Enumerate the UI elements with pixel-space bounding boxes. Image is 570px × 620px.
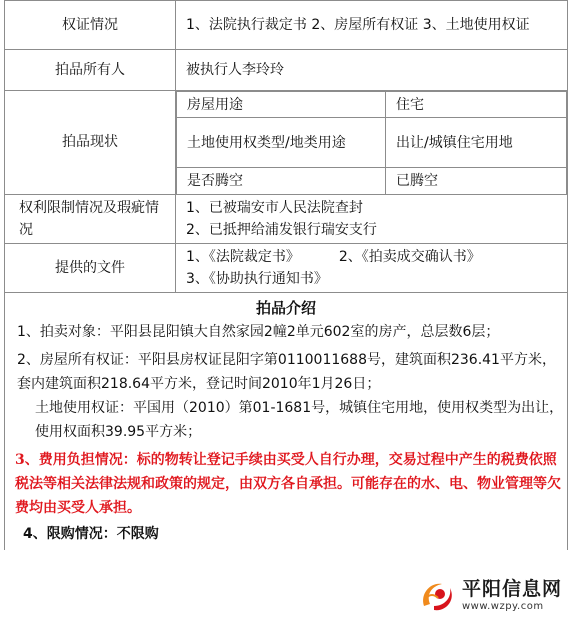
- owner-label: 拍品所有人: [5, 50, 176, 91]
- certificate-label: 权证情况: [5, 1, 176, 50]
- status-subtable: [176, 91, 567, 194]
- status-key: 房屋用途: [177, 92, 386, 118]
- restriction-row: [5, 194, 568, 243]
- intro-paragraph: 土地使用权证：平国用（2010）第01-1681号，城镇住宅用地，使用权类型为出让，使用权面积39.95平方米；: [35, 399, 564, 440]
- intro-section: [4, 293, 568, 550]
- owner-row: [5, 50, 568, 91]
- document-item: 1、《法院裁定书》: [186, 248, 300, 265]
- status-value: 已腾空: [386, 168, 567, 194]
- intro-paragraph: 2、房屋所有权证：平阳县房权证昆阳字第0110011688号，建筑面积236.41平方米，套内建筑面积218.64平方米，登记时间2010年1月26日；: [17, 351, 556, 392]
- status-key: 是否腾空: [177, 168, 386, 194]
- watermark-logo: [418, 576, 562, 616]
- status-subrow: [177, 92, 567, 118]
- status-label: 拍品现状: [5, 91, 176, 195]
- document-item: 2、《拍卖成交确认书》: [338, 248, 481, 265]
- status-key: 土地使用权类型/地类用途: [177, 118, 386, 168]
- documents-row: [5, 243, 568, 292]
- restriction-line: 2、已抵押给浦发银行瑞安支行: [186, 221, 377, 238]
- fee-paragraph: 3、费用负担情况：标的物转让登记手续由买受人自行办理，交易过程中产生的税费依照税法等相关法律法规和政策的规定，由双方各自承担。可能存在的水、电、物业管理等欠费均由买受人承担。: [15, 451, 561, 516]
- intro-paragraph: 1、拍卖对象：平阳县昆阳镇大自然家园2幢2单元602室的房产，总层数6层；: [17, 323, 500, 340]
- status-value: 出让/城镇住宅用地: [386, 118, 567, 168]
- purchase-limit: 4、限购情况：不限购: [23, 525, 159, 542]
- pingyang-logo-icon: [418, 576, 458, 616]
- certificate-value: 1、法院执行裁定书 2、房屋所有权证 3、土地使用权证: [176, 1, 568, 50]
- watermark-name: 平阳信息网: [461, 578, 562, 600]
- intro-title: 拍品介绍: [255, 298, 316, 317]
- restriction-line: 1、已被瑞安市人民法院查封: [186, 199, 363, 216]
- watermark-url: www.wzpy.com: [461, 601, 544, 612]
- certificate-row: [5, 1, 568, 50]
- document-item: 3、《协助执行通知书》: [186, 270, 328, 287]
- status-row: [5, 91, 568, 195]
- documents-label: 提供的文件: [5, 243, 176, 292]
- auction-info-table: [4, 0, 568, 293]
- status-subrow: [177, 168, 567, 194]
- owner-value: 被执行人李玲玲: [176, 50, 568, 91]
- auction-document: [4, 0, 568, 550]
- status-value: 住宅: [386, 92, 567, 118]
- status-subrow: [177, 118, 567, 168]
- restriction-label: 权利限制情况及瑕疵情况: [5, 194, 176, 243]
